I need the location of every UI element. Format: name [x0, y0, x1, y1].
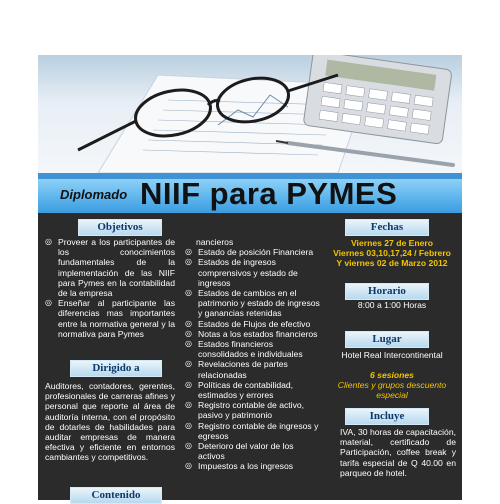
contenido-item: ◎ Políticas de contabilidad, estimados y errores: [185, 380, 321, 400]
title-niif: NIIF para PYMES: [140, 176, 398, 211]
glasses-calculator-illustration: [38, 55, 462, 173]
lugar-sessions: 6 sesiones: [370, 370, 414, 380]
fechas-line: Y viernes 02 de Marzo 2012: [336, 258, 448, 269]
contenido-heading: Contenido: [70, 487, 162, 504]
horario-heading: Horario: [345, 283, 429, 300]
contenido-item: ◎ Revelaciones de partes relacionadas: [185, 359, 321, 379]
lugar-heading: Lugar: [345, 331, 429, 348]
fechas-line: Viernes 27 de Enero: [350, 238, 433, 248]
incluye-text: IVA, 30 horas de capacitación, material, certificado de Participación, coffee break y tarifa especial de Q 40.00 en parqueo de hotel.: [340, 427, 456, 478]
contenido-list: [185, 237, 321, 472]
dirigido-heading: Dirigido a: [70, 360, 162, 377]
fechas-dates: [329, 238, 455, 269]
fechas-heading: Fechas: [345, 219, 429, 236]
objetivos-item: ◎ Enseñar al participante las diferencias mas importantes entre la normativa general y la normativa para Pymes: [45, 298, 175, 339]
contenido-item: ◎ Deterioro del valor de los activos: [185, 441, 321, 461]
contenido-item: ◎ Estados de Flujos de efectivo: [185, 319, 321, 329]
contenido-continuation: nancieros: [196, 237, 234, 247]
incluye-heading: Incluye: [345, 408, 429, 425]
horario-text: 8:00 a 1:00 Horas: [357, 300, 427, 310]
top-margin: [0, 0, 500, 50]
objetivos-list: [45, 237, 175, 339]
contenido-item: ◎ Impuestos a los ingresos: [185, 461, 321, 471]
dirigido-text: Auditores, contadores, gerentes, profesionales de carreras afines y personal que reporte al área de auditoría interna, con el propósito de dotarles de habilidades para auditar empresas de manera efectiva y eficiente en entornos cambiantes y competitivos.: [45, 381, 175, 463]
contenido-item: ◎ Registro contable de activo, pasivo y patrimonio: [185, 400, 321, 420]
title-diplomado: Diplomado: [60, 187, 128, 202]
contenido-item: ◎ Registro contable de ingresos y egresos: [185, 421, 321, 441]
contenido-item: ◎ Estados de ingresos comprensivos y estado de ingresos: [185, 257, 321, 288]
contenido-item: ◎ Estados de cambios en el patrimonio y estado de ingresos y ganancias retenidas: [185, 288, 321, 319]
header-photo: [38, 55, 462, 173]
objetivos-item: ◎ Proveer a los participantes de los conocimientos fundamentales de la implementación de las NIIF para Pymes en la contabilidad de la empresa: [45, 237, 175, 298]
fechas-line: Viernes 03,10,17,24 / Febrero: [333, 248, 451, 259]
contenido-item: ◎ Notas a los estados financieros: [185, 329, 321, 339]
lugar-note: Clientes y grupos descuento especial: [337, 380, 447, 401]
contenido-item: ◎ Estados financieros consolidados e individuales: [185, 339, 321, 359]
contenido-item: ◎ Estado de posición Financiera: [185, 247, 321, 257]
lugar-text: Hotel Real Intercontinental: [341, 350, 443, 360]
objetivos-heading: Objetivos: [78, 219, 162, 236]
